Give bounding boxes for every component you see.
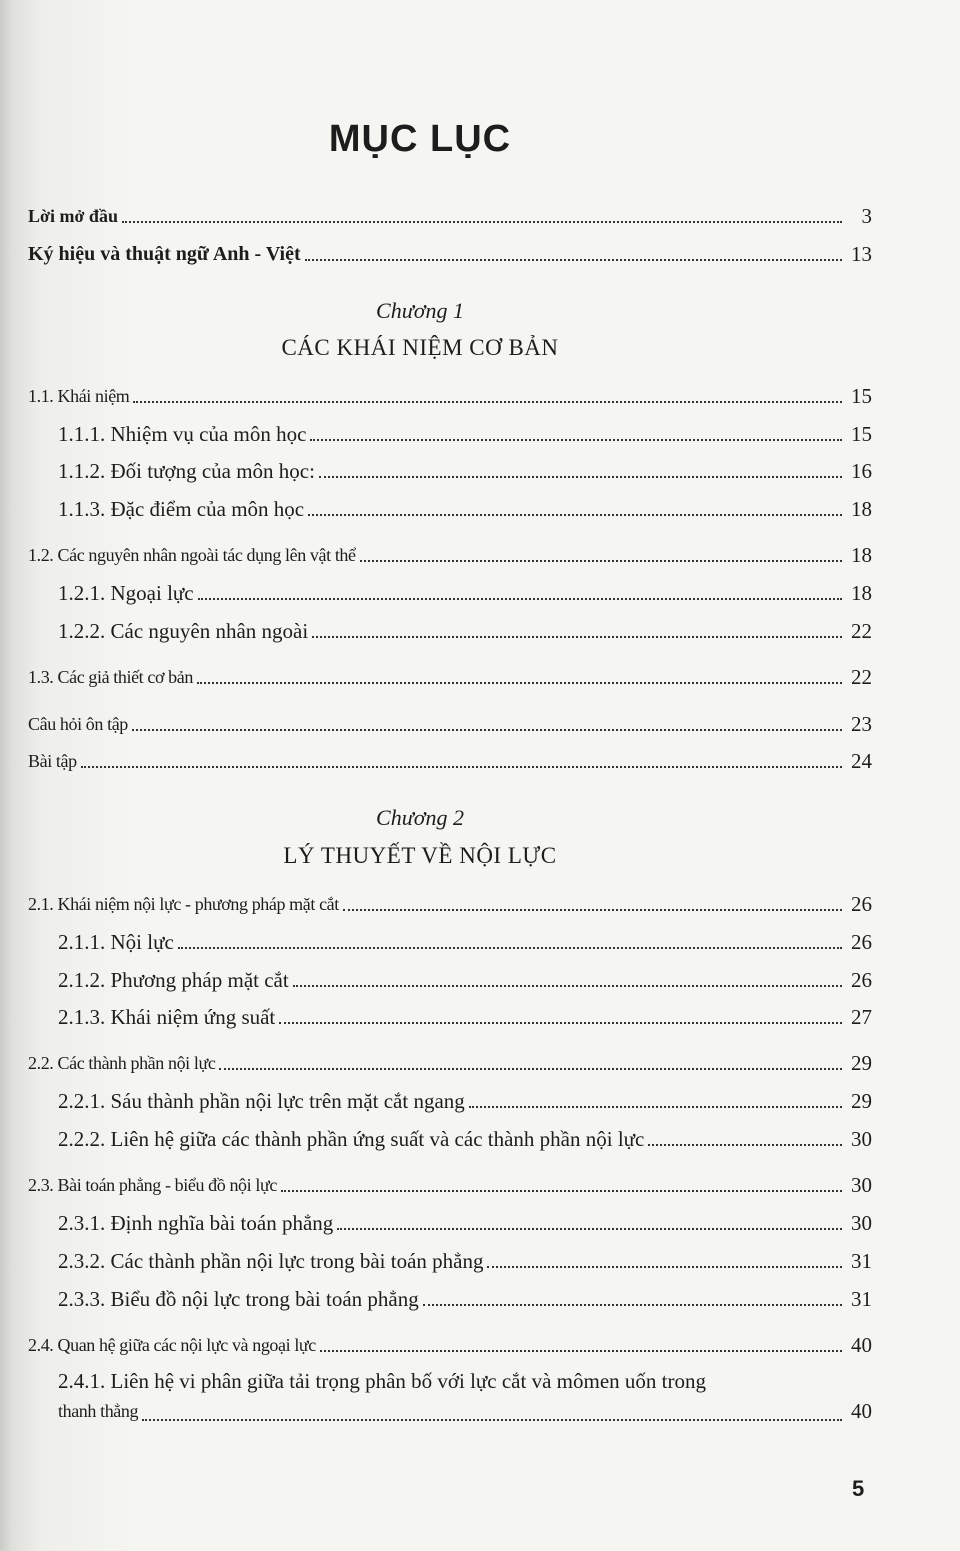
- leader-dots: [197, 681, 842, 684]
- toc-entry[interactable]: [28, 198, 872, 228]
- toc-entry-page: 29: [851, 1051, 872, 1075]
- toc-entry-page: 40: [851, 1399, 872, 1423]
- toc-entry[interactable]: [58, 962, 872, 992]
- toc-entry[interactable]: [58, 416, 872, 446]
- leader-dots: [337, 1227, 842, 1230]
- toc-entry-label: Bài tập: [28, 751, 77, 771]
- leader-dots: [132, 728, 842, 731]
- leader-dots: [312, 635, 842, 638]
- toc-entry[interactable]: [28, 378, 872, 408]
- toc-entry[interactable]: [28, 537, 872, 567]
- leader-dots: [279, 1021, 842, 1024]
- toc-entry-page: 16: [851, 459, 872, 483]
- toc-entry[interactable]: [28, 1045, 872, 1075]
- toc-entry[interactable]: [28, 236, 872, 266]
- chapter-2-label: Chương 2: [376, 805, 464, 830]
- toc-entry-page: 30: [851, 1211, 872, 1235]
- leader-dots: [81, 765, 842, 768]
- toc-entry-page: 27: [851, 1005, 872, 1029]
- toc-entry[interactable]: [28, 659, 872, 689]
- toc-entry[interactable]: [28, 1167, 872, 1197]
- toc-entry-page: 29: [851, 1089, 872, 1113]
- toc-entry-label-continued: thanh thẳng: [58, 1401, 139, 1421]
- toc-entry[interactable]: [28, 886, 872, 916]
- leader-dots: [360, 559, 842, 562]
- toc-entry[interactable]: [28, 1327, 872, 1357]
- toc-entry-label: 1.1.1. Nhiệm vụ của môn học: [58, 422, 307, 446]
- toc-entry-label: Lời mở đầu: [28, 206, 118, 226]
- toc-entry-continuation: [58, 1396, 872, 1426]
- leader-dots: [320, 1349, 842, 1352]
- toc-entry-label: 2.2.2. Liên hệ giữa các thành phần ứng suất và các thành phần nội lực: [58, 1127, 645, 1151]
- toc-entry-label: Câu hỏi ôn tập: [28, 714, 128, 734]
- toc-entry-label: 2.2.1. Sáu thành phần nội lực trên mặt cắt ngang: [58, 1089, 465, 1113]
- toc-entry-label: 1.1. Khái niệm: [28, 386, 130, 406]
- toc-entry-page: 13: [851, 242, 872, 266]
- toc-entry-page: 3: [861, 204, 872, 228]
- leader-dots: [142, 1418, 842, 1421]
- leader-dots: [423, 1303, 842, 1306]
- leader-dots: [469, 1105, 842, 1108]
- toc-entry-label: 1.2.1. Ngoại lực: [58, 581, 194, 605]
- leader-dots: [133, 400, 842, 403]
- toc-entry[interactable]: [58, 1083, 872, 1113]
- chapter-1-label: Chương 1: [376, 298, 464, 323]
- toc-entry-page: 18: [851, 543, 872, 567]
- toc-entry-page: 26: [851, 892, 872, 916]
- toc-entry-page: 15: [851, 422, 872, 446]
- toc-entry-label: 1.2. Các nguyên nhân ngoài tác dụng lên vật thể: [28, 545, 356, 565]
- leader-dots: [305, 258, 842, 261]
- toc-entry-label: Ký hiệu và thuật ngữ Anh - Việt: [28, 243, 301, 265]
- toc-entry-page: 18: [851, 497, 872, 521]
- toc-entry[interactable]: [58, 453, 872, 483]
- toc-entry-label: 2.1.3. Khái niệm ứng suất: [58, 1005, 276, 1029]
- toc-entry[interactable]: [58, 1121, 872, 1151]
- toc-entry-page: 22: [851, 619, 872, 643]
- toc-entry-label: 2.1. Khái niệm nội lực - phương pháp mặt cắt: [28, 894, 339, 914]
- toc-entry[interactable]: [58, 1243, 872, 1273]
- toc-entry-page: 22: [851, 665, 872, 689]
- leader-dots: [310, 438, 842, 441]
- toc-entry-page: 26: [851, 968, 872, 992]
- leader-dots: [343, 908, 842, 911]
- toc-entry-label: 2.3. Bài toán phẳng - biểu đồ nội lực: [28, 1175, 277, 1195]
- toc-entry[interactable]: [28, 743, 872, 773]
- chapter-2-title: LÝ THUYẾT VỀ NỘI LỰC: [283, 843, 557, 868]
- toc-entry-label: 2.1.2. Phương pháp mặt cắt: [58, 968, 289, 992]
- toc-entry[interactable]: [58, 999, 872, 1029]
- chapter-1-title: CÁC KHÁI NIỆM CƠ BẢN: [281, 335, 559, 360]
- toc-entry-label: 2.4. Quan hệ giữa các nội lực và ngoại lực: [28, 1335, 316, 1355]
- toc-entry-label: 1.2.2. Các nguyên nhân ngoài: [58, 619, 309, 643]
- toc-entry[interactable]: [58, 1281, 872, 1311]
- leader-dots: [198, 597, 842, 600]
- leader-dots: [219, 1067, 842, 1070]
- toc-entry[interactable]: [28, 706, 872, 736]
- toc-entry-label: 2.1.1. Nội lực: [58, 930, 174, 954]
- leader-dots: [293, 984, 842, 987]
- leader-dots: [281, 1189, 842, 1192]
- toc-entry-label: 2.3.1. Định nghĩa bài toán phẳng: [58, 1211, 334, 1235]
- toc-entry[interactable]: [58, 924, 872, 954]
- leader-dots: [648, 1143, 842, 1146]
- toc-entry[interactable]: [58, 491, 872, 521]
- toc-entry-page: 31: [851, 1249, 872, 1273]
- toc-entry[interactable]: [58, 1366, 872, 1426]
- toc-entry-label: 2.2. Các thành phần nội lực: [28, 1053, 216, 1073]
- toc-entry-page: 30: [851, 1173, 872, 1197]
- toc-entry-page: 15: [851, 384, 872, 408]
- toc-entry-page: 26: [851, 930, 872, 954]
- leader-dots: [122, 220, 842, 223]
- toc-entry-label: 2.4.1. Liên hệ vi phân giữa tải trọng phân bố với lực cắt và mômen uốn trong: [58, 1369, 706, 1393]
- toc-entry-label: 2.3.2. Các thành phần nội lực trong bài toán phẳng: [58, 1249, 484, 1273]
- toc-entry-label: 1.3. Các giả thiết cơ bản: [28, 667, 193, 687]
- toc-entry[interactable]: [58, 575, 872, 605]
- toc-entry[interactable]: [58, 613, 872, 643]
- toc-entry-label: 1.1.3. Đặc điểm của môn học: [58, 497, 305, 521]
- toc-entry-page: 18: [851, 581, 872, 605]
- toc-entry-label: 1.1.2. Đối tượng của môn học:: [58, 459, 315, 483]
- leader-dots: [308, 513, 842, 516]
- toc-entry-page: 24: [851, 749, 872, 773]
- toc-entry-page: 23: [851, 712, 872, 736]
- toc-entry-page: 30: [851, 1127, 872, 1151]
- toc-entry[interactable]: [58, 1205, 872, 1235]
- page-title: MỤC LỤC: [328, 118, 512, 160]
- toc-entry-page: 31: [851, 1287, 872, 1311]
- leader-dots: [178, 946, 842, 949]
- leader-dots: [319, 475, 842, 478]
- leader-dots: [487, 1265, 842, 1268]
- page-number: 5: [852, 1476, 865, 1501]
- toc-entry-label: 2.3.3. Biểu đồ nội lực trong bài toán phẳng: [58, 1287, 419, 1311]
- toc-entry-page: 40: [851, 1333, 872, 1357]
